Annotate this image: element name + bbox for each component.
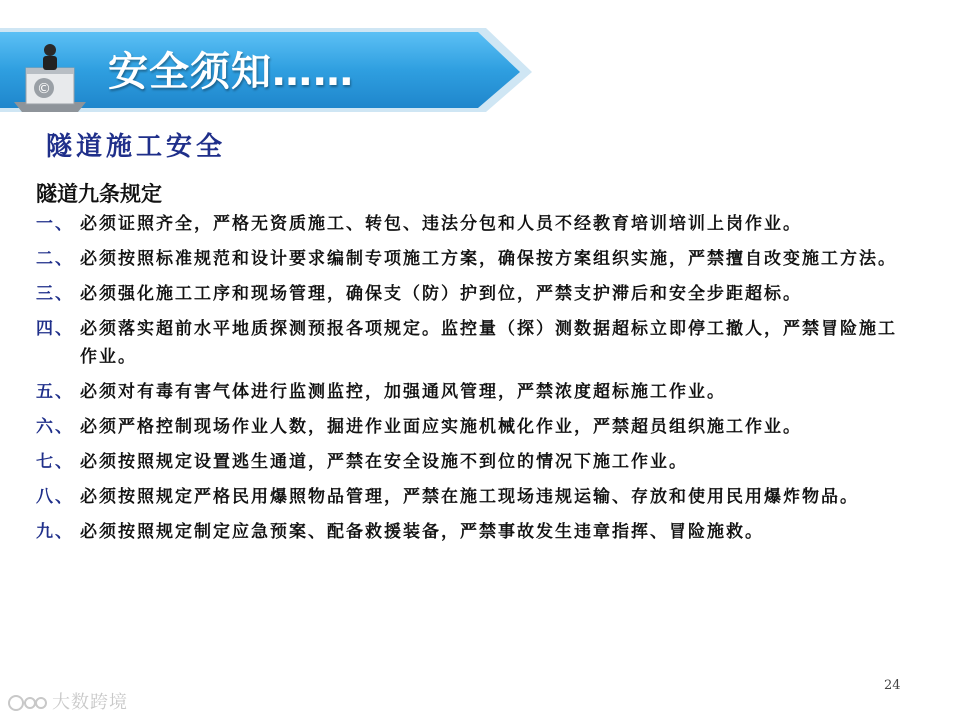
- rule-number: 七、: [36, 452, 74, 472]
- rules-list: [36, 210, 906, 553]
- rule-item: [36, 210, 906, 238]
- rule-text: 必须强化施工工序和现场管理，确保支（防）护到位，严禁支护滞后和安全步距超标。: [80, 284, 802, 304]
- podium-speaker-icon: [8, 38, 92, 118]
- rule-text: 必须按照规定严格民用爆照物品管理，严禁在施工现场违规运输、存放和使用民用爆炸物品。: [80, 487, 859, 507]
- watermark-text: 大数跨境: [52, 692, 128, 713]
- rule-text: 必须落实超前水平地质探测预报各项规定。监控量（探）测数据超标立即停工撤人，严禁冒险施工作业。: [80, 319, 897, 367]
- rule-text: 必须对有毒有害气体进行监测监控，加强通风管理，严禁浓度超标施工作业。: [80, 382, 726, 402]
- rule-item: [36, 413, 906, 441]
- rule-item: [36, 518, 906, 546]
- rule-number: 八、: [36, 487, 74, 507]
- rule-number: 三、: [36, 284, 74, 304]
- rule-item: [36, 483, 906, 511]
- page-number: 24: [884, 678, 901, 693]
- rule-text: 必须严格控制现场作业人数，掘进作业面应实施机械化作业，严禁超员组织施工作业。: [80, 417, 802, 437]
- rule-item: [36, 280, 906, 308]
- rule-text: 必须按照规定制定应急预案、配备救援装备，严禁事故发生违章指挥、冒险施救。: [80, 522, 764, 542]
- header-banner: [0, 28, 960, 116]
- rule-item: [36, 378, 906, 406]
- section-title: 隧道施工安全: [46, 132, 227, 162]
- rule-item: [36, 315, 906, 371]
- watermark-logo-icon: [8, 692, 48, 714]
- rule-number: 五、: [36, 382, 74, 402]
- rule-number: 四、: [36, 319, 74, 339]
- page-title: 安全须知……: [108, 49, 354, 95]
- rule-item: [36, 448, 906, 476]
- rule-number: 九、: [36, 522, 74, 542]
- rule-number: 六、: [36, 417, 74, 437]
- watermark: [8, 690, 128, 716]
- rule-text: 必须证照齐全，严格无资质施工、转包、违法分包和人员不经教育培训培训上岗作业。: [80, 214, 802, 234]
- rule-text: 必须按照规定设置逃生通道，严禁在安全设施不到位的情况下施工作业。: [80, 452, 688, 472]
- rule-number: 二、: [36, 249, 74, 269]
- copyright-badge: ©: [37, 81, 51, 97]
- rule-text: 必须按照标准规范和设计要求编制专项施工方案，确保按方案组织实施，严禁擅自改变施工方法。: [80, 249, 897, 269]
- rule-item: [36, 245, 906, 273]
- rule-number: 一、: [36, 214, 74, 234]
- rules-heading: 隧道九条规定: [36, 181, 162, 206]
